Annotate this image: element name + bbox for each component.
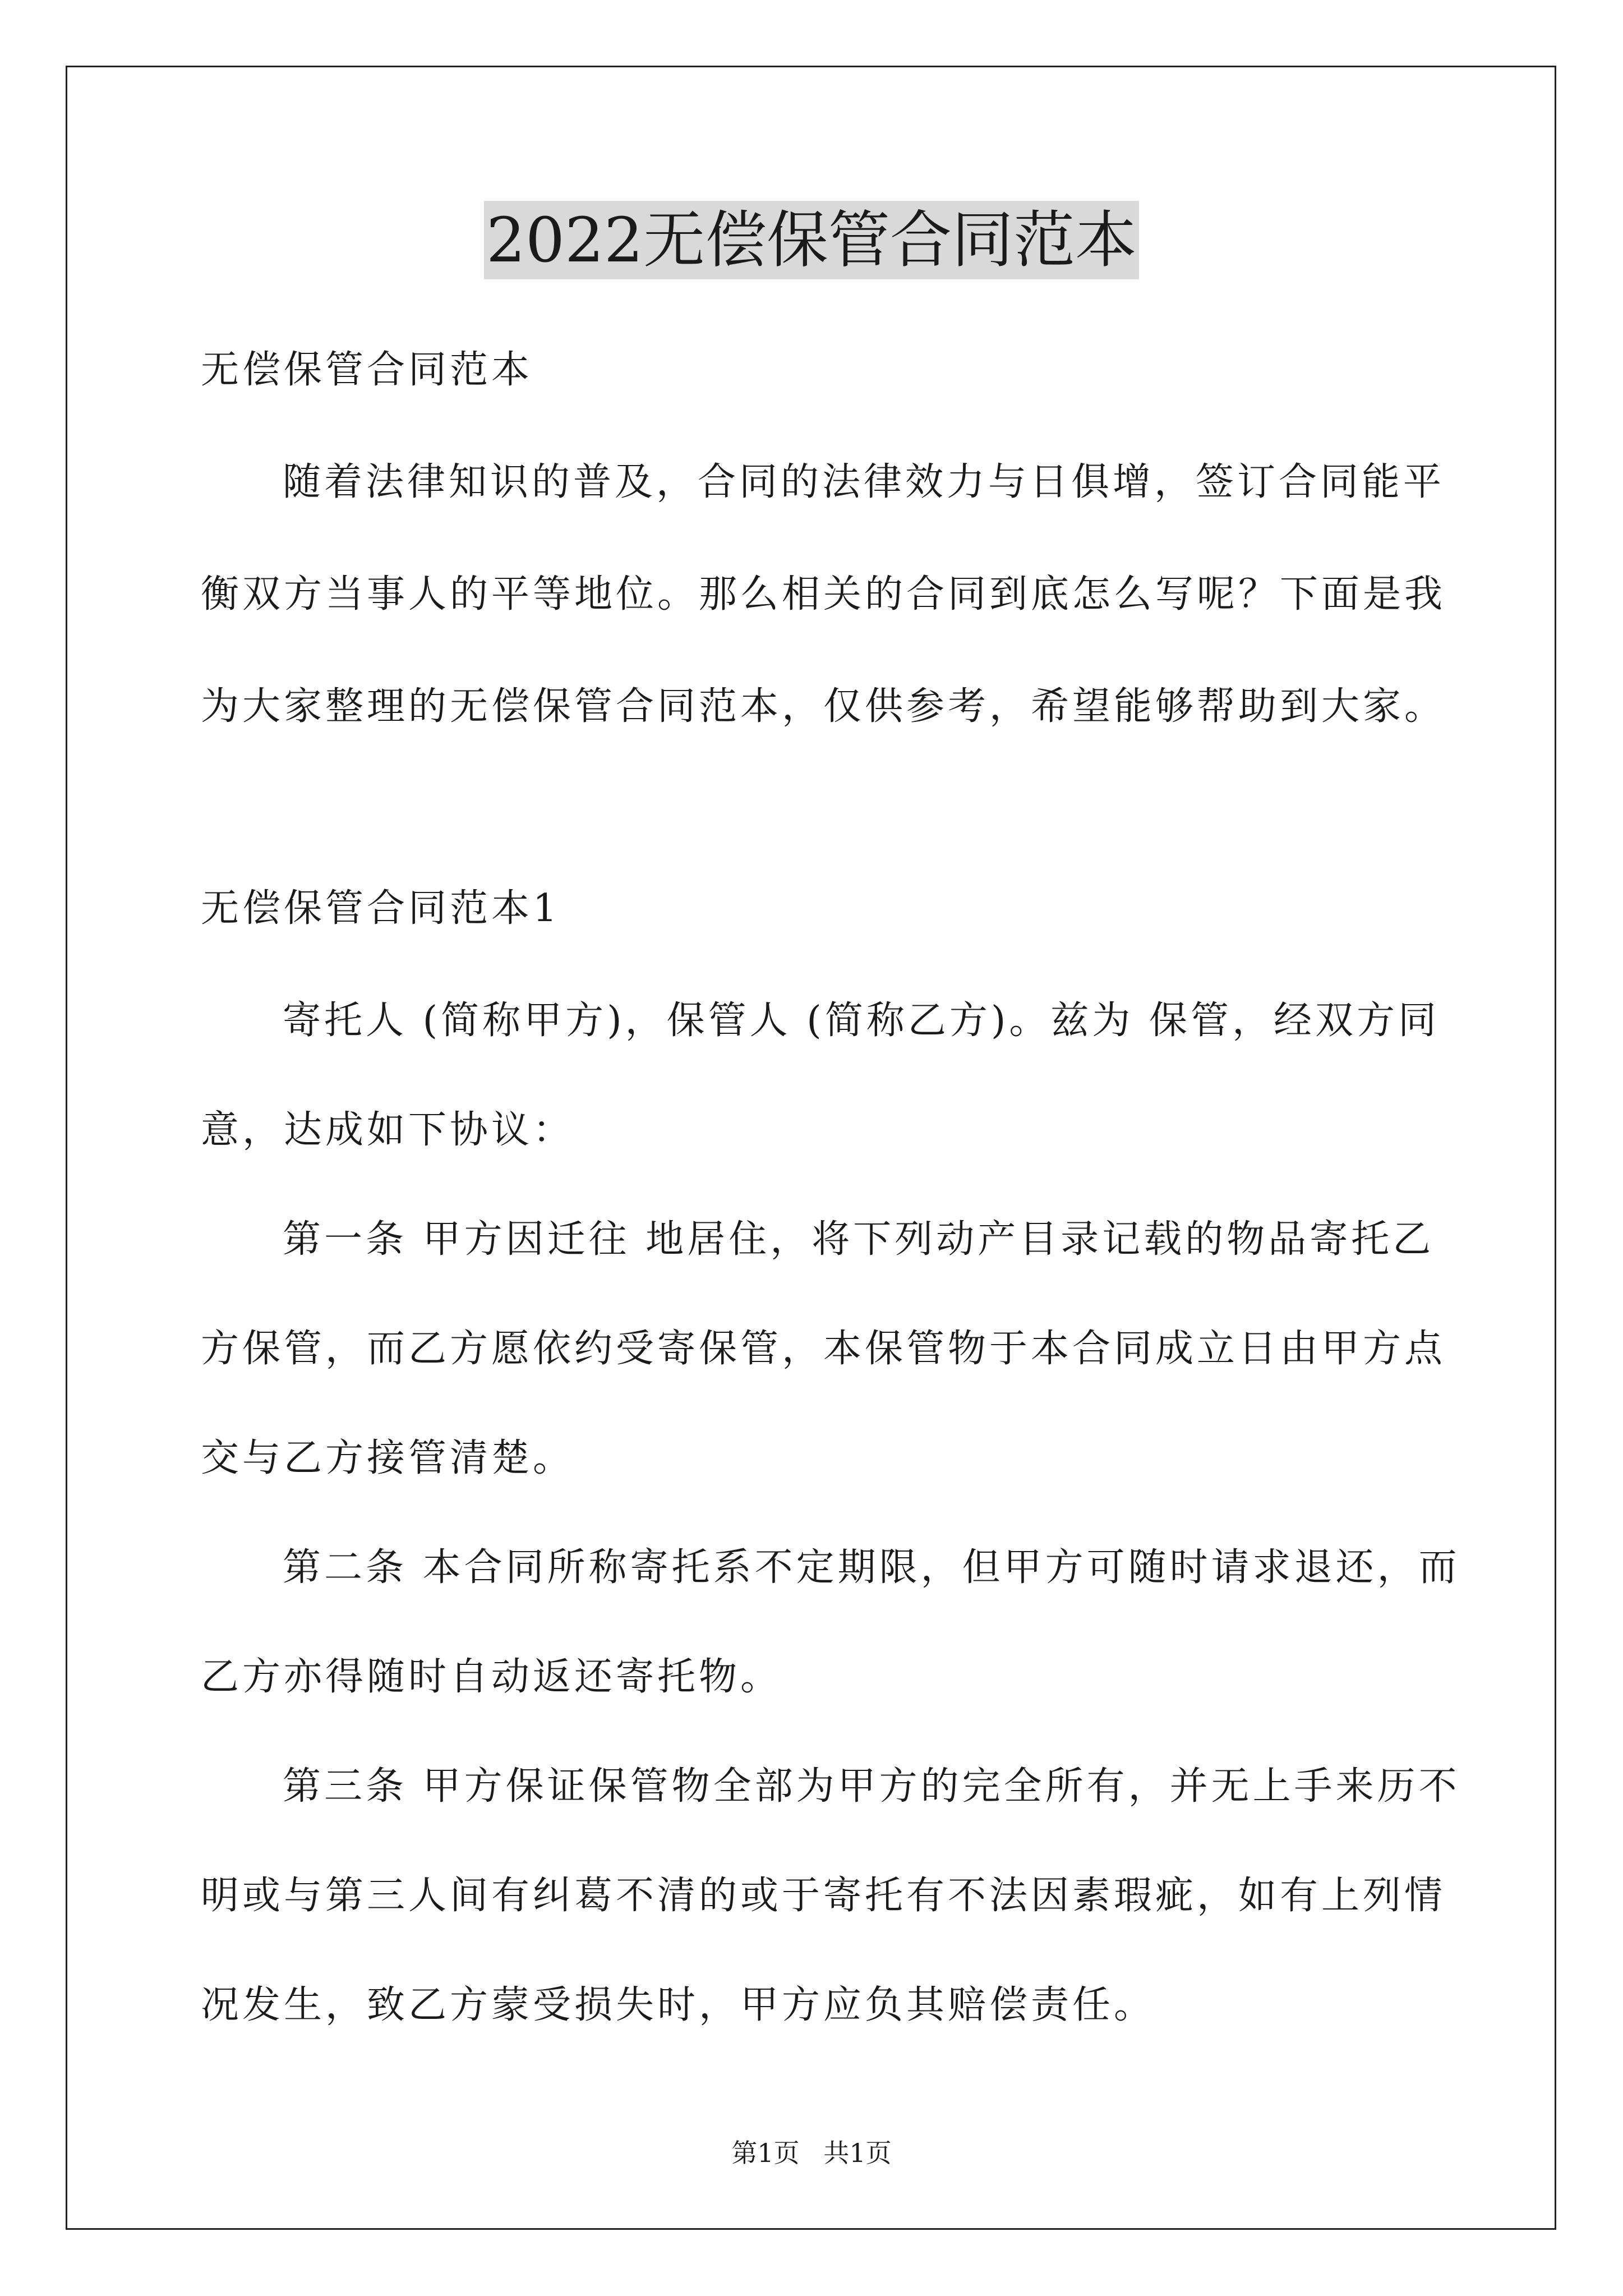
section-heading: 无偿保管合同范本1	[201, 886, 561, 931]
article-2-line-2: 乙方亦得随时自动返还寄托物。	[201, 1655, 782, 1699]
preamble-line-1: 寄托人 (简称甲方)，保管人 (简称乙方)。兹为 保管，经双方同	[283, 999, 1440, 1043]
intro-line-1: 随着法律知识的普及，合同的法律效力与日俱增，签订合同能平	[283, 460, 1445, 504]
title-container	[0, 201, 1623, 279]
article-3-line-1: 第三条 甲方保证保管物全部为甲方的完全所有，并无上手来历不	[283, 1764, 1460, 1809]
article-1-line-1: 第一条 甲方因迁往 地居住，将下列动产目录记载的物品寄托乙	[283, 1217, 1435, 1262]
page-number: 第1页	[731, 2138, 800, 2168]
page-footer	[0, 2136, 1623, 2170]
article-3-line-3: 况发生，致乙方蒙受损失时，甲方应负其赔偿责任。	[201, 1983, 1156, 2027]
page-total: 共1页	[823, 2138, 892, 2168]
intro-line-2: 衡双方当事人的平等地位。那么相关的合同到底怎么写呢？下面是我	[201, 572, 1446, 616]
intro-line-3: 为大家整理的无偿保管合同范本，仅供参考，希望能够帮助到大家。	[201, 684, 1446, 729]
article-1-line-2: 方保管，而乙方愿依约受寄保管，本保管物于本合同成立日由甲方点	[201, 1327, 1446, 1371]
article-2-line-1: 第二条 本合同所称寄托系不定期限，但甲方可随时请求退还，而	[283, 1545, 1460, 1590]
article-1-line-3: 交与乙方接管清楚。	[201, 1436, 575, 1480]
article-3-line-2: 明或与第三人间有纠葛不清的或于寄托有不法因素瑕疵，如有上列情	[201, 1874, 1446, 1918]
subtitle: 无偿保管合同范本	[201, 348, 533, 392]
preamble-line-2: 意，达成如下协议：	[201, 1108, 575, 1152]
document-title: 2022无偿保管合同范本	[484, 201, 1139, 279]
